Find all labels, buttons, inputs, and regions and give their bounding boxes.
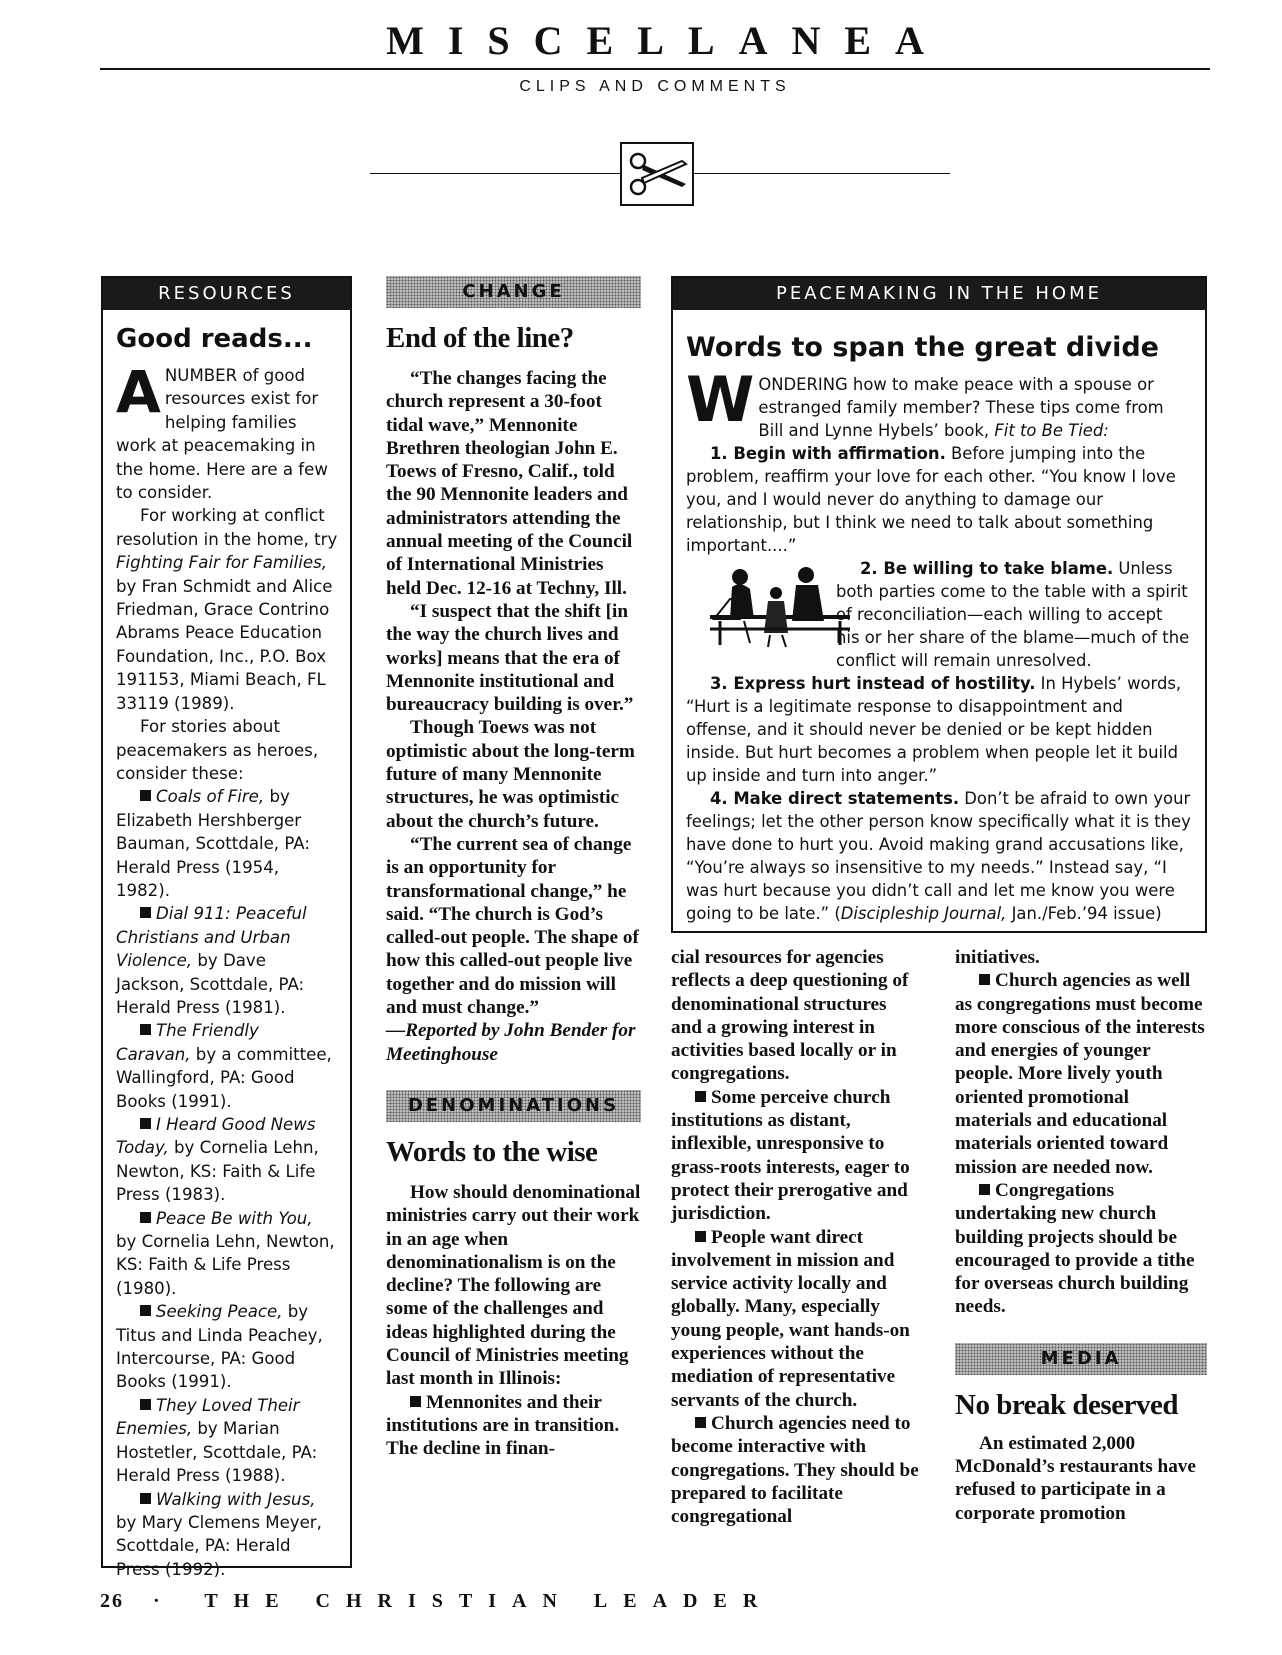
page-footer: 26 · THE CHRISTIAN LEADER [100, 1590, 774, 1612]
resources-box [101, 276, 352, 1579]
drop-cap: W [686, 363, 755, 436]
peace-tip: 3. Express hurt instead of hostility. In Hybels’ words, “Hurt is a legitimate response to disappointment and offense, and it should never be denied or be kept hidden inside. But hurt becomes a problem when people let it build up inside and turn into anger.” [686, 674, 1182, 785]
denominations-paragraph: cial resources for agencies reflects a deep questioning of denominational structures and a growing interest in activities based locally or in congregations. [671, 947, 909, 1085]
section-head-resources: RESOURCES [103, 278, 350, 310]
peacemaking-box [671, 276, 1207, 933]
bullet-icon [140, 1493, 151, 1504]
change-paragraph: Though Toews was not optimistic about the long-term future of many Mennonite structures, he was optimistic about the church’s future. [386, 717, 635, 832]
scissors-icon [620, 142, 694, 206]
media-paragraph: An estimated 2,000 McDonald’s restaurants have refused to participate in a corporate promotion [955, 1432, 1196, 1524]
bullet-icon [140, 907, 151, 918]
book-item: I Heard Good News Today, by Cornelia Lehn, Newton, KS: Faith & Life Press (1983). [116, 1115, 319, 1205]
change-column [386, 276, 641, 1460]
denominations-bullet: Church agencies need to become interactive with congregations. They should be prepared to facilitate congregational [671, 1412, 919, 1528]
book-item: Seeking Peace, by Titus and Linda Peachey, Intercourse, PA: Good Books (1991). [116, 1302, 323, 1392]
bullet-icon [140, 1305, 151, 1316]
denominations-bullet: Church agencies as well as congregations must become more conscious of the interests and energies of younger people. More lively youth oriented promotional materials and educational materials oriented toward mission are needed now. [955, 970, 1205, 1178]
change-paragraph: “The changes facing the church represent a 30-foot tidal wave,” Mennonite Brethren theologian John E. Toews of Fresno, Calif., told the 90 Mennonite leaders and administrators attending the annual meeting of the Council of International Ministries held Dec. 12-16 at Techny, Ill. [386, 368, 633, 599]
book-item: Walking with Jesus, by Mary Clemens Meyer, Scottdale, PA: Herald Press (1992). [116, 1489, 322, 1579]
change-headline: End of the line? [386, 322, 574, 354]
bullet-icon [695, 1417, 706, 1428]
bullet-icon [695, 1231, 706, 1242]
denominations-bullet: Mennonites and their institutions are in transition. The decline in finan- [386, 1391, 620, 1460]
book-item: Coals of Fire, by Elizabeth Hershberger Bauman, Scottdale, PA: Herald Press (1954, 1982). [116, 787, 310, 900]
book-item: Peace Be with You, by Cornelia Lehn, Newton, KS: Faith & Life Press (1980). [116, 1208, 335, 1298]
resources-headline: Good reads... [116, 324, 313, 354]
family-illustration [686, 559, 826, 649]
page-title: MISCELLANEA [386, 18, 948, 63]
resources-paragraph: For working at conflict resolution in the home, try Fighting Fair for Families, by Fran Schmidt and Alice Friedman, Grace Contrino Abrams Peace Education Foundation, Inc., P.O. Box 191153, Miami Beach, FL 33119 (1989). [116, 506, 338, 713]
section-head-media: MEDIA [955, 1343, 1207, 1375]
change-paragraph: “The current sea of change is an opportunity for transformational change,” he said. “The church is God’s called-out people. The shape of how this called-out people live together and do mission will and must change.” [386, 833, 639, 1019]
denominations-body [386, 1181, 641, 1461]
bullet-icon [140, 1399, 151, 1410]
change-paragraph: “I suspect that the shift [in the way the church lives and works] means that the era of Mennonite institutional and bureaucracy building is over.” [386, 600, 634, 716]
denominations-bullet: People want direct involvement in mission and service activity locally and globally. Many, especially young people, want hands-on experiences without the mediation of representative servants of the church. [671, 1226, 910, 1411]
bullet-icon [140, 1118, 151, 1129]
change-credit: —Reported by John Bender for Meetinghouse [386, 1020, 636, 1065]
peacemaking-headline: Words to span the great divide [686, 332, 1159, 363]
denominations-bullet: Congregations undertaking new church building projects should be encouraged to provide a tithe for overseas church building needs. [955, 1179, 1195, 1318]
title-rule [100, 68, 1210, 70]
peace-tip: 2. Be willing to take blame. Unless both parties come to the table with a spirit of reconciliation—each willing to accept his or her share of the blame—much of the conflict will remain unresolved. [686, 557, 1191, 672]
denominations-column-3 [955, 946, 1207, 1525]
denominations-bullet: Some perceive church institutions as distant, inflexible, unresponsive to grass-roots interests, eager to protect their prerogative and jurisdiction. [671, 1086, 910, 1225]
denominations-paragraph: How should denominational ministries carry out their work in an age when denominationalism is on the decline? The following are some of the challenges and ideas highlighted during the Council of Ministries meeting last month in Illinois: [386, 1181, 641, 1390]
bullet-icon [979, 974, 990, 985]
bullet-icon [695, 1091, 706, 1102]
bullet-icon [979, 1184, 990, 1195]
denominations-headline: Words to the wise [386, 1135, 598, 1168]
bullet-icon [140, 1024, 151, 1035]
bullet-icon [410, 1396, 421, 1407]
book-item: The Friendly Caravan, by a committee, Wallingford, PA: Good Books (1991). [116, 1021, 332, 1111]
publication-name: THE CHRISTIAN LEADER [204, 1590, 774, 1612]
bullet-icon [140, 1212, 151, 1223]
section-head-denominations: DENOMINATIONS [386, 1090, 641, 1122]
change-body [386, 367, 641, 1066]
resources-paragraph: For stories about peacemakers as heroes, consider these: [116, 717, 319, 783]
book-item: They Loved Their Enemies, by Marian Hostetler, Scottdale, PA: Herald Press (1988). [116, 1395, 318, 1486]
page-number: 26 [100, 1590, 124, 1612]
peacemaking-body [673, 363, 1205, 925]
denominations-column-2 [671, 946, 921, 1528]
drop-cap: A [116, 358, 161, 426]
media-headline: No break deserved [955, 1388, 1178, 1421]
resources-body [116, 358, 338, 1581]
bullet-icon [140, 790, 151, 801]
resources-lead: ANUMBER of good resources exist for helping families work at peacemaking in the home. Here are a few to consider. [116, 358, 328, 503]
section-head-change: CHANGE [386, 276, 641, 308]
masthead [100, 18, 1210, 96]
section-head-peacemaking: PEACEMAKING IN THE HOME [673, 278, 1205, 310]
peace-tip: 4. Make direct statements. Don’t be afraid to own your feelings; let the other person know specifically what it is they have done to hurt you. Avoid making grand accusations like, “You’re always so insensitive to my needs.” Instead say, “I was hurt because you didn’t call and let me know you were going to be late.” (Discipleship Journal, Jan./Feb.’94 issue) [686, 789, 1191, 923]
peace-lead: WONDERING how to make peace with a spouse or estranged family member? These tips come from Bill and Lynne Hybels’ book, Fit to Be Tied: [686, 363, 1164, 440]
denominations-paragraph: initiatives. [955, 947, 1040, 968]
peace-tip: 1. Begin with affirmation. Before jumping into the problem, reaffirm your love for each other. “You know I love you, and I would never do anything to damage our relationship, but I think we need to talk about something important....” [686, 444, 1176, 555]
book-item: Dial 911: Peaceful Christians and Urban Violence, by Dave Jackson, Scottdale, PA: Herald Press (1981). [116, 904, 307, 1017]
page-subtitle: CLIPS AND COMMENTS [519, 78, 791, 95]
